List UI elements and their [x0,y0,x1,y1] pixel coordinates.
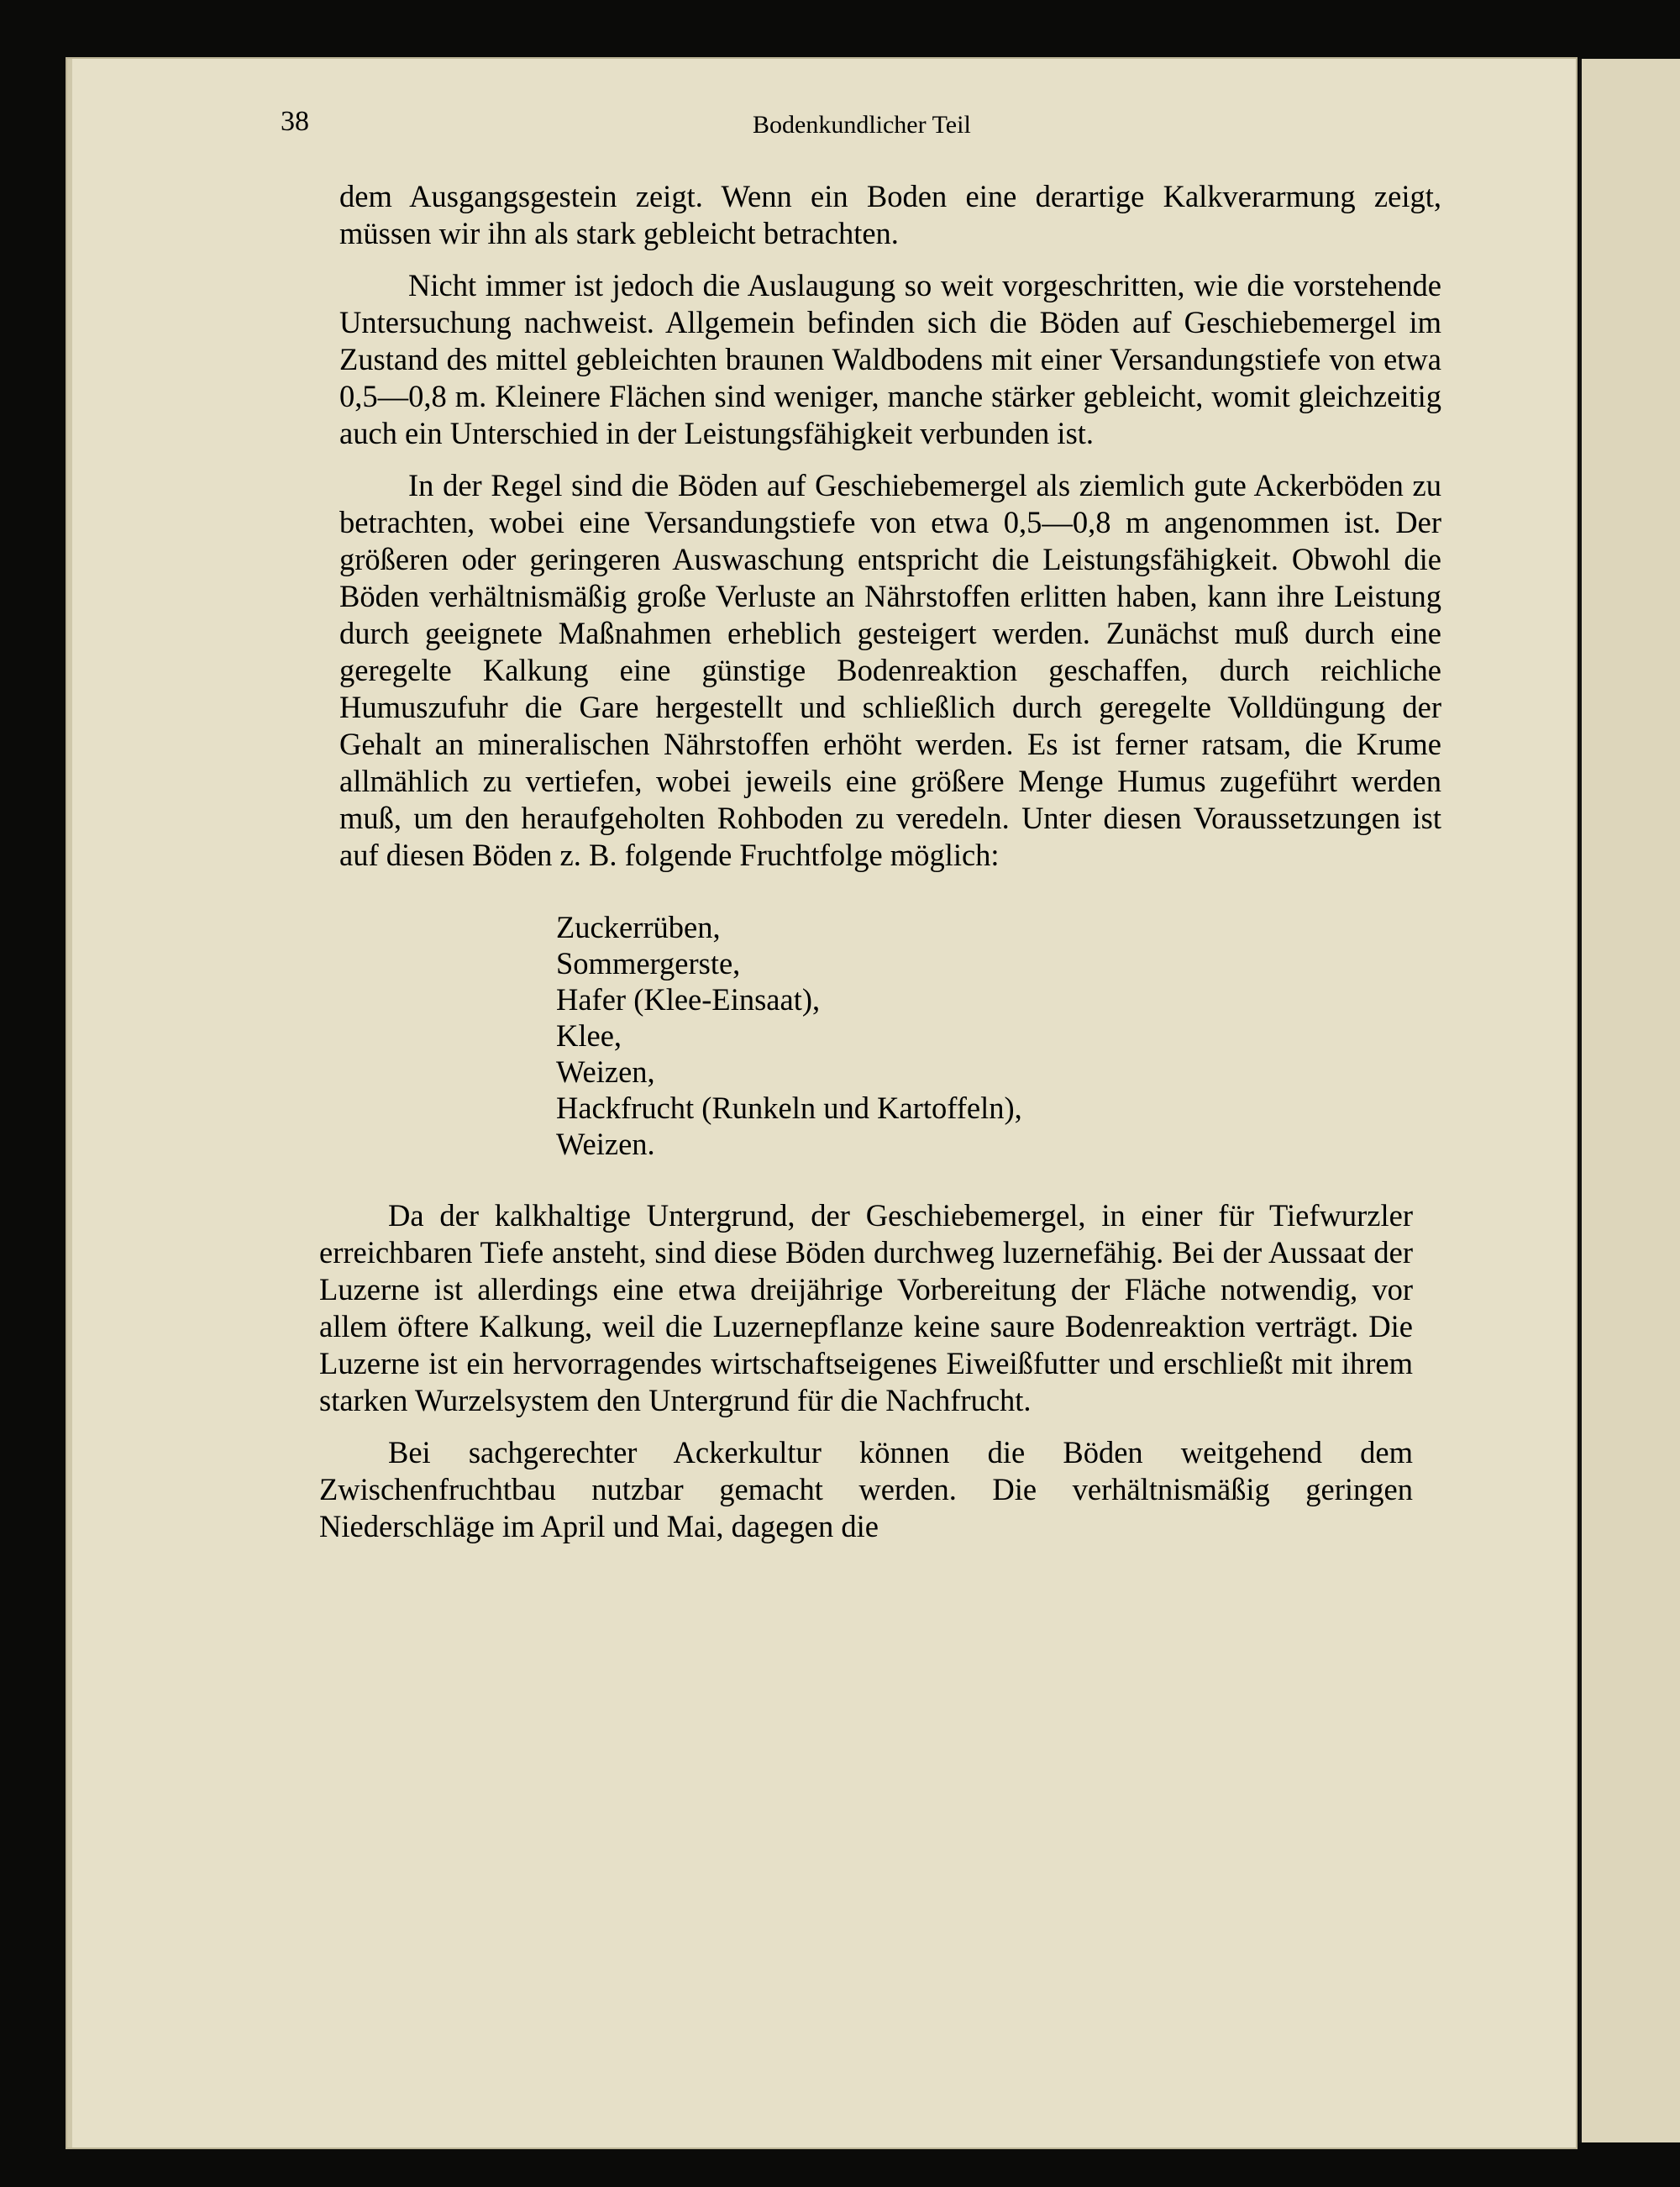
list-item: Sommergerste, [556,946,741,980]
list-item: Klee, [556,1018,622,1053]
running-head: Bodenkundlicher Teil [753,111,971,139]
paragraph-zwischenfruchtbau: Bei sachgerechter Ackerkultur können die Böden weitgehend dem Zwischenfruchtbau nutzbar gemacht werden. Die verhältnismäßig geringen Niederschläge im April und Mai, dagegen die [319,1435,1413,1543]
list-item: Weizen. [556,1127,655,1161]
text-after-list [319,1197,1413,1545]
list-item: Hafer (Klee-Einsaat), [556,982,821,1017]
page-body [319,178,1441,1560]
paragraph-ackerboeden: In der Regel sind die Böden auf Geschiebemergel als ziemlich gute Ackerböden zu betrachten, wobei eine Versandungstiefe von etwa 0,5—0,8 m angenommen ist. Der größeren oder geringeren Auswaschung entspricht die Leistungsfähigkeit. Obwohl die Böden verhältnismäßig große Verluste an Nährstoffen erlitten haben, kann ihre Leistung durch geeignete Maßnahmen erheblich gesteigert werden. Zunächst muß durch eine geregelte Kalkung eine günstige Bodenreaktion geschaffen, durch reichliche Humuszufuhr die Gare hergestellt und schließlich durch geregelte Volldüngung der Gehalt an mineralischen Nährstoffen erhöht werden. Es ist ferner ratsam, die Krume allmählich zu vertiefen, wobei jeweils eine größere Menge Humus zugeführt werden muß, um den heraufgeholten Rohboden zu veredeln. Unter diesen Voraussetzungen ist auf diesen Böden z. B. folgende Fruchtfolge möglich: [339,468,1441,872]
page-number: 38 [281,106,309,137]
list-item: Hackfrucht (Runkeln und Kartoffeln), [556,1091,1022,1125]
facing-page-edge [1579,59,1680,2142]
crop-rotation-list [556,909,1441,1162]
paragraph-continued: dem Ausgangsgestein zeigt. Wenn ein Boden eine derartige Kalkverarmung zeigt, müssen wir ihn als stark gebleicht betrachten. [339,179,1441,250]
paragraph-luzerne: Da der kalkhaltige Untergrund, der Geschiebemergel, in einer für Tiefwurzler erreichbaren Tiefe ansteht, sind diese Böden durchweg luzernefähig. Bei der Aussaat der Luzerne ist allerdings eine etwa dreijährige Vorbereitung der Fläche notwendig, vor allem öftere Kalkung, weil die Luzernepflanze keine saure Bodenreaktion verträgt. Die Luzerne ist ein hervorragendes wirtschaftseigenes Eiweißfutter und erschließt mit ihrem starken Wurzelsystem den Untergrund für die Nachfrucht. [319,1198,1413,1417]
paragraph-auslaugung: Nicht immer ist jedoch die Auslaugung so weit vorgeschritten, wie die vorstehende Untersuchung nachweist. Allgemein befinden sich die Böden auf Geschiebemergel im Zustand des mittel gebleichten braunen Waldbodens mit einer Versandungstiefe von etwa 0,5—0,8 m. Kleinere Flächen sind weniger, manche stärker gebleicht, womit gleichzeitig auch ein Unterschied in der Leistungsfähigkeit verbunden ist. [339,268,1441,450]
list-item: Zuckerrüben, [556,910,721,944]
list-item: Weizen, [556,1054,655,1089]
